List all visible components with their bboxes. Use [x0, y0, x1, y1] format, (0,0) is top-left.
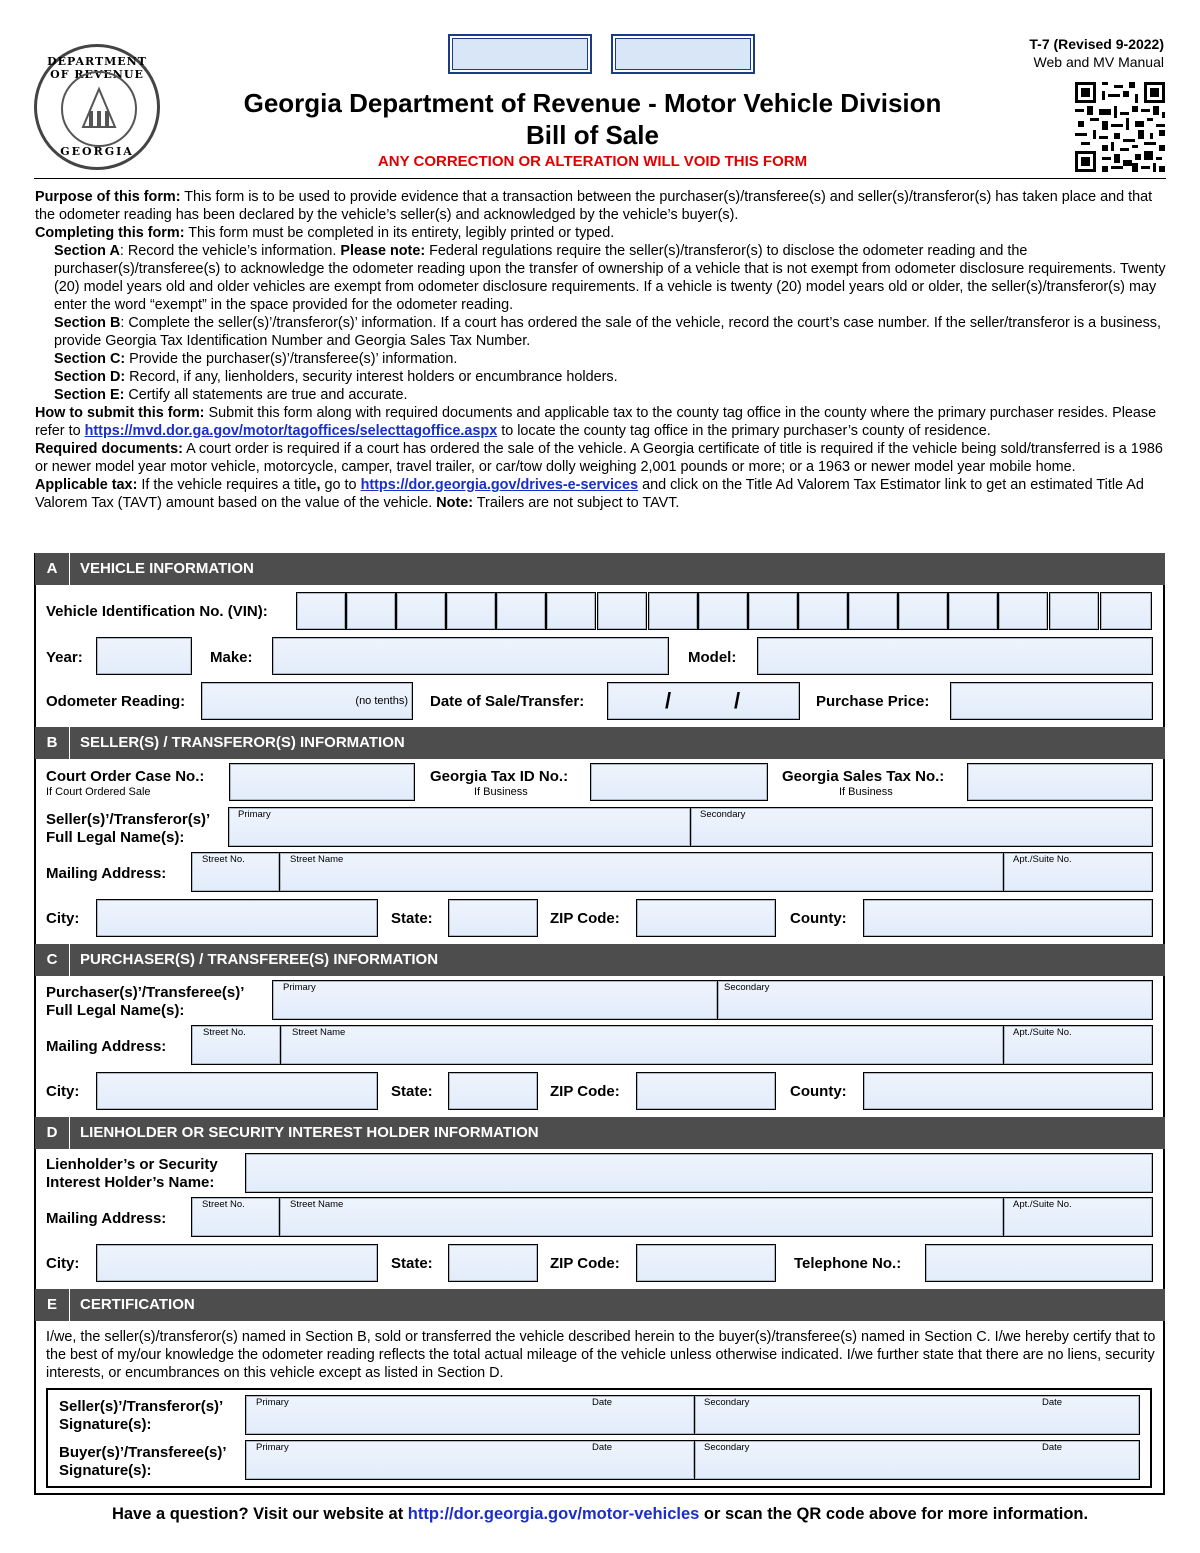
lienholder-state-input[interactable]	[448, 1244, 538, 1282]
purchaser-city-label: City:	[46, 1083, 80, 1100]
purchase-price-input[interactable]	[950, 682, 1153, 720]
purchaser-zip-label: ZIP Code:	[550, 1083, 620, 1100]
purchaser-county-input[interactable]	[863, 1072, 1153, 1110]
vin-char-input[interactable]	[998, 592, 1048, 630]
tax-id-sub: If Business	[474, 786, 528, 798]
purchaser-county-label: County:	[790, 1083, 847, 1100]
seller-state-input[interactable]	[448, 899, 538, 937]
seller-primary-signature-input[interactable]: Primary Date	[245, 1395, 695, 1435]
purchaser-name-label: Purchaser(s)’/Transferee(s)’	[46, 984, 245, 1001]
certification-text: I/we, the seller(s)/transferor(s) named in Section B, sold or transferred the vehicle described herein to the buyer(s)/transferee(s) named in Section C. I/we hereby certify that to the best of my/our knowledge the odometer reading reflects the total actual mileage of the vehicle unless otherwise indicated. I/we further state that there are no liens, security interests, or encumbrances on this vehicle except as listed in Section D.	[46, 1329, 1156, 1381]
vin-char-input[interactable]	[698, 592, 748, 630]
seal-bottom-text: GEORGIA	[60, 145, 134, 158]
date-separator: /	[734, 688, 741, 713]
lienholder-name-input[interactable]	[245, 1153, 1153, 1193]
form-number: T-7 (Revised 9-2022)	[1029, 36, 1164, 52]
seller-street-no-input[interactable]: Street No.	[191, 852, 280, 892]
tax-id-label: Georgia Tax ID No.:	[430, 768, 569, 785]
year-label: Year:	[46, 649, 83, 666]
make-input[interactable]	[272, 637, 669, 675]
lienholder-street-name-input[interactable]: Street Name	[279, 1197, 1004, 1237]
seller-name-label-2: Full Legal Name(s):	[46, 829, 185, 846]
court-case-input[interactable]	[229, 763, 415, 801]
sales-tax-sub: If Business	[839, 786, 893, 798]
lienholder-city-input[interactable]	[96, 1244, 378, 1282]
instructions: Purpose of this form: This form is to be used to provide evidence that a transaction between the purchaser(s)/transferee(s) and seller(s)/transferor(s) has taken place and that the odometer reading has been declared by the vehicle’s seller(s) and acknowledged by the vehicle’s buyer(s). Completing this form: This form must be completed in its entirety, legibly printed or typed. Section A: Record the vehicle’s information. Please note: Federal regulations require the seller(s)/transferor(s) to disclose the odometer reading and the purchaser(s)/transferee(s) to acknowledge the odometer reading upon the transfer of ownership of a vehicle that is not exempt from odometer disclosure requirements. Twenty (20) model years old and older vehicles are exempt from odometer disclosure requirements. If a vehicle is twenty (20) model years old or older, the seller(s)/transferor(s) may enter the word “exempt” in the space provided for the odometer reading. Section B: Complete the seller(s)’/transferor(s)’ information. If a court has ordered the sale of the vehicle, record the court’s case number. If the seller/transferor is a business, provide Georgia Tax Identification Number and Georgia Sales Tax Number. Section C: Provide the purchaser(s)’/transferee(s)’ information. Section D: Record, if any, lienholders, security interest holders or encumbrance holders. Section E: Certify all statements are true and accurate. How to submit this form: Submit this form along with required documents and applicable tax to the county tag office in the county where the primary purchaser resides. Please refer to https://mvd.dor.ga.gov/motor/tagoffices/selecttagoffice.aspx to locate the county tag office in the primary purchaser’s county of residence. Required documents: A court order is required if a court has ordered the sale of the vehicle. A Georgia certificate of title is required if the vehicle being sold/transferred is a 1986 or newer model year motor vehicle, motorcycle, camper, travel trailer, or car/tow dolly weighing 2,001 pounds or more; or a 1963 or newer model year mobile home. Applicable tax: If the vehicle requires a title, go to https://dor.georgia.gov/drives-e-services and click on the Title Ad Valorem Tax Estimator link to get an estimated Title Ad Valorem Tax (TAVT) amount based on the value of the vehicle. Note: Trailers are not subject to TAVT.	[35, 189, 1166, 511]
seller-primary-name-input[interactable]: Primary	[228, 807, 691, 847]
buyer-secondary-signature-input[interactable]: Secondary Date	[694, 1440, 1140, 1480]
section-d-header: D LIENHOLDER OR SECURITY INTEREST HOLDER INFORMATION	[35, 1117, 1165, 1149]
vin-char-input[interactable]	[446, 592, 496, 630]
sales-tax-input[interactable]	[967, 763, 1153, 801]
seller-county-label: County:	[790, 910, 847, 927]
footer: Have a question? Visit our website at http://dor.georgia.gov/motor-vehicles or scan the QR code above for more information.	[111, 1505, 1089, 1523]
lienholder-mailing-label: Mailing Address:	[46, 1210, 167, 1227]
purchaser-state-label: State:	[391, 1083, 433, 1100]
vin-char-input[interactable]	[798, 592, 848, 630]
odometer-label: Odometer Reading:	[46, 693, 186, 710]
vin-char-input[interactable]	[648, 592, 698, 630]
lienholder-street-no-input[interactable]: Street No.	[191, 1197, 280, 1237]
vin-char-input[interactable]	[898, 592, 948, 630]
section-b-header: B SELLER(S) / TRANSFEROR(S) INFORMATION	[35, 727, 1165, 759]
make-label: Make:	[210, 649, 253, 666]
drives-e-services-link[interactable]: https://dor.georgia.gov/drives-e-services	[360, 477, 639, 493]
court-order-label: Court Order Case No.:	[46, 768, 205, 785]
office-use-box-1[interactable]	[448, 34, 592, 74]
section-a-header: A VEHICLE INFORMATION	[35, 553, 1165, 585]
seller-apt-input[interactable]: Apt./Suite No.	[1003, 852, 1153, 892]
odometer-input[interactable]	[201, 682, 413, 720]
vin-char-input[interactable]	[296, 592, 346, 630]
tax-id-input[interactable]	[590, 763, 768, 801]
date-separator: /	[665, 688, 672, 713]
vin-char-input[interactable]	[1049, 592, 1099, 630]
seller-city-input[interactable]	[96, 899, 378, 937]
purchaser-mailing-label: Mailing Address:	[46, 1038, 167, 1055]
lienholder-city-label: City:	[46, 1255, 80, 1272]
seller-secondary-signature-input[interactable]: Secondary Date	[694, 1395, 1140, 1435]
vin-char-input[interactable]	[948, 592, 998, 630]
seal-top-text: DEPARTMENT OF REVENUE	[47, 55, 147, 81]
lienholder-apt-input[interactable]: Apt./Suite No.	[1003, 1197, 1153, 1237]
seller-signature-label: Seller(s)’/Transferor(s)’	[59, 1398, 224, 1415]
section-e-header: E CERTIFICATION	[35, 1289, 1165, 1321]
buyer-primary-signature-input[interactable]: Primary Date	[245, 1440, 695, 1480]
lienholder-zip-input[interactable]	[636, 1244, 776, 1282]
lienholder-phone-label: Telephone No.:	[794, 1255, 902, 1272]
vin-label: Vehicle Identification No. (VIN):	[46, 603, 268, 620]
vin-char-input[interactable]	[748, 592, 798, 630]
purchaser-zip-input[interactable]	[636, 1072, 776, 1110]
model-label: Model:	[688, 649, 737, 666]
purchaser-street-no-input[interactable]: Street No.	[191, 1025, 281, 1065]
void-warning: ANY CORRECTION OR ALTERATION WILL VOID THIS FORM	[377, 153, 808, 170]
vin-char-input[interactable]	[597, 592, 647, 630]
lienholder-name-label: Lienholder’s or Security	[46, 1156, 218, 1173]
vin-char-input[interactable]	[496, 592, 546, 630]
purchaser-secondary-name-input[interactable]: Secondary	[717, 980, 1153, 1020]
seller-state-label: State:	[391, 910, 433, 927]
header-divider	[34, 178, 1166, 179]
vin-char-input[interactable]	[848, 592, 898, 630]
page-subtitle: Bill of Sale	[526, 120, 659, 150]
vin-char-input[interactable]	[546, 592, 596, 630]
purchaser-city-input[interactable]	[96, 1072, 378, 1110]
buyer-signature-label: Buyer(s)’/Transferee(s)’	[59, 1444, 227, 1461]
seller-name-label: Seller(s)’/Transferor(s)’	[46, 811, 211, 828]
lienholder-zip-label: ZIP Code:	[550, 1255, 620, 1272]
seller-county-input[interactable]	[863, 899, 1153, 937]
department-seal	[34, 44, 160, 170]
qr-code-icon	[1075, 82, 1165, 172]
date-of-sale-input[interactable]	[607, 682, 800, 720]
purchaser-street-name-input[interactable]: Street Name	[280, 1025, 1004, 1065]
seller-city-label: City:	[46, 910, 80, 927]
seller-zip-input[interactable]	[636, 899, 776, 937]
purchaser-primary-name-input[interactable]: Primary	[272, 980, 718, 1020]
seller-signature-label-2: Signature(s):	[59, 1416, 152, 1433]
date-label: Date of Sale/Transfer:	[430, 693, 585, 710]
seller-street-name-input[interactable]: Street Name	[279, 852, 1004, 892]
tag-office-link[interactable]: https://mvd.dor.ga.gov/motor/tagoffices/selecttagoffice.aspx	[84, 423, 498, 439]
manual-label: Web and MV Manual	[1033, 54, 1164, 70]
price-label: Purchase Price:	[816, 693, 930, 710]
lienholder-state-label: State:	[391, 1255, 433, 1272]
court-order-sub: If Court Ordered Sale	[46, 786, 151, 798]
page-title: Georgia Department of Revenue - Motor Vehicle Division	[243, 88, 942, 118]
seller-secondary-name-input[interactable]: Secondary	[690, 807, 1153, 847]
vin-char-input[interactable]	[396, 592, 446, 630]
seller-mailing-label: Mailing Address:	[46, 865, 167, 882]
seller-zip-label: ZIP Code:	[550, 910, 620, 927]
odometer-hint: (no tenths)	[355, 695, 408, 707]
section-c-header: C PURCHASER(S) / TRANSFEREE(S) INFORMATION	[35, 944, 1165, 976]
seal-emblem-icon	[61, 71, 137, 147]
purchaser-name-label-2: Full Legal Name(s):	[46, 1002, 185, 1019]
purchaser-state-input[interactable]	[448, 1072, 538, 1110]
sales-tax-label: Georgia Sales Tax No.:	[782, 768, 945, 785]
lienholder-phone-input[interactable]	[925, 1244, 1153, 1282]
lienholder-name-label-2: Interest Holder’s Name:	[46, 1174, 215, 1191]
vin-char-input[interactable]	[346, 592, 396, 630]
motor-vehicles-link[interactable]: http://dor.georgia.gov/motor-vehicles	[407, 1505, 700, 1523]
vin-char-input[interactable]	[1100, 592, 1152, 630]
purchaser-apt-input[interactable]: Apt./Suite No.	[1003, 1025, 1153, 1065]
model-input[interactable]	[757, 637, 1153, 675]
buyer-signature-label-2: Signature(s):	[59, 1462, 152, 1479]
office-use-box-2[interactable]	[611, 34, 755, 74]
year-input[interactable]	[96, 637, 192, 675]
